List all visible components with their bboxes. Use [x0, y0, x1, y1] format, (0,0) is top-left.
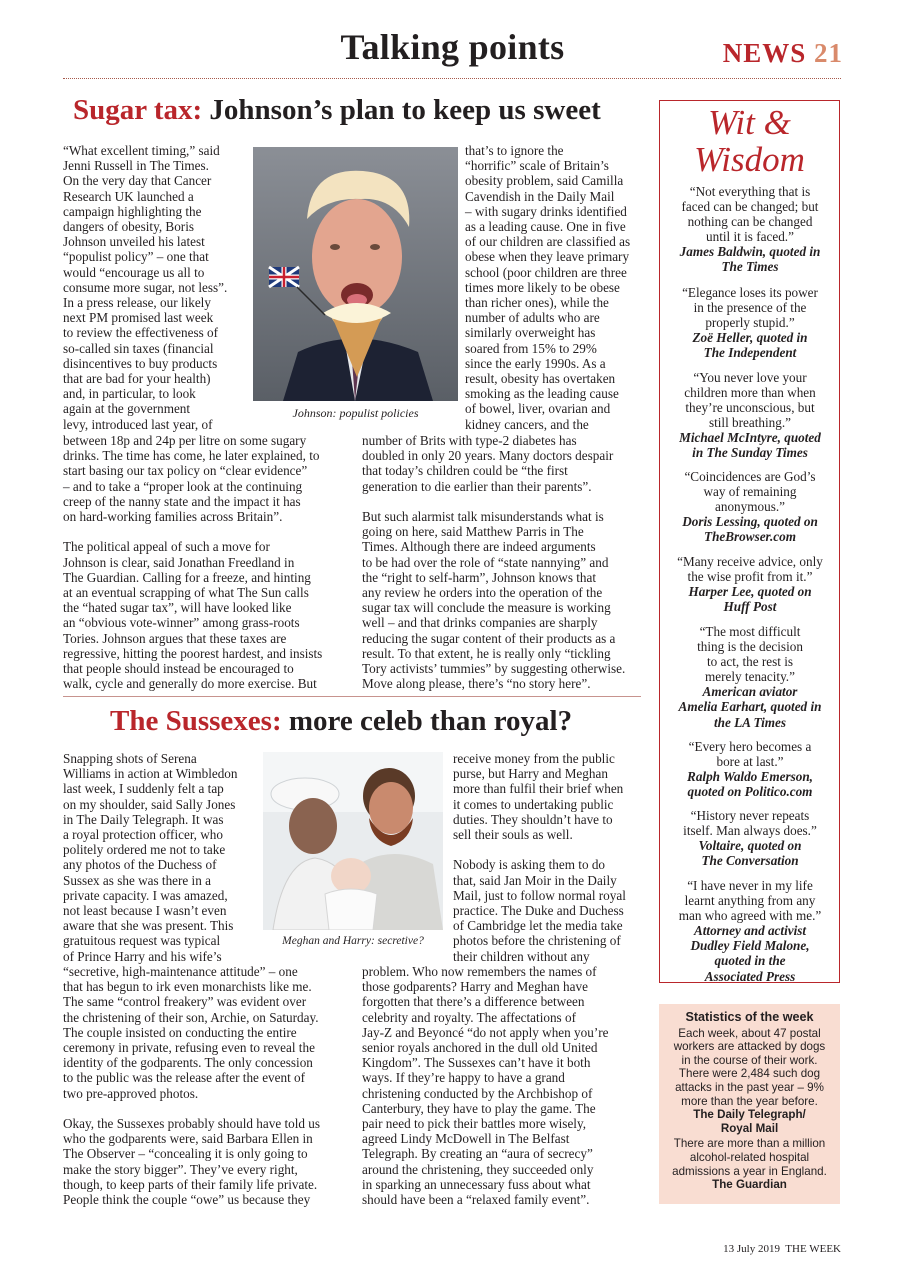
quote-attribution: Ralph Waldo Emerson, quoted on Politico.com — [687, 769, 813, 800]
article-body-col2-bottom: number of Brits with type-2 diabetes has doubled in only 20 years. Many doctors despair that today’s children could be “the first generation to die earlier than their parents”. But such alarmist talk misunderstands what is going on here, said Matthew Parris in The Times. Although there are indeed arguments to be had over the role of “state nannying” and the “right to self-harm”, Johnson knows that any review he orders into the operation of the sugar tax will conclude the measure is working well – and that drinks companies are sharply reducing the sugar content of their products as a result. To that extent, he is really only “tickling Tory activists’ tummies” by suggesting otherwise. Move along please, there’s “no story here”. — [362, 433, 626, 692]
headline-kicker: The Sussexes: — [110, 705, 282, 737]
article-body-col2-top: receive money from the public purse, but Harry and Meghan more than fulfil their brief when it comes to undertaking public duties. They shouldn’t have to sell their souls as well. Nobody is asking them to do that, said Jan Moir in the Daily Mail, just to follow normal royal practice. The Duke and Duchess of Cambridge let the media take photos before the christening of their children without any — [453, 751, 626, 964]
quote-text: “I have never in my life learnt anything from any man who agreed with me.” — [678, 878, 822, 924]
image-caption: Johnson: populist policies — [292, 406, 419, 420]
quote-attribution: Voltaire, quoted on The Conversation — [698, 838, 802, 869]
page-footer: 13 July 2019 THE WEEK — [723, 1243, 841, 1255]
wit-wisdom-title: Wit & Wisdom — [694, 103, 805, 179]
page-title: Talking points — [340, 27, 565, 67]
quote — [667, 370, 833, 461]
article-body-col1-bottom: between 18p and 24p per litre on some sugary drinks. The time has come, he later explained, to start basing our tax policy on “clear evidence” – and to take a “proper look at the continuing creep of the nanny state and the impact it has on hard-working families across Britain”. The political appeal of such a move for Johnson is clear, said Jonathan Freedland in The Guardian. Calling for a freeze, and hinting at an eventual scrapping of what The Sun calls the “hated sugar tax”, will have looked like an “obvious vote-winner” among grass-roots Tories. Johnson argues that these taxes are regressive, hitting the poorest hardest, and insists that people should instead be encouraged to walk, cycle and generally do more exercise. But — [63, 433, 323, 692]
statistics-title: Statistics of the week — [685, 1010, 814, 1024]
quote-text: “Many receive advice, only the wise profit from it.” — [677, 554, 823, 585]
article-headline — [110, 705, 572, 738]
quote-text: “You never love your children more than when they’re unconscious, but still breathing.” — [684, 370, 816, 431]
quote-text: “The most difficult thing is the decision to act, the rest is merely tenacity.” — [697, 624, 803, 685]
quote — [667, 878, 833, 984]
quote-text: “Elegance loses its power in the presence of the properly stupid.” — [682, 285, 818, 331]
article-headline — [73, 94, 601, 127]
quote-attribution: Zoë Heller, quoted in The Independent — [692, 330, 808, 361]
quote-attribution: Doris Lessing, quoted on TheBrowser.com — [682, 514, 818, 545]
image-caption: Meghan and Harry: secretive? — [282, 935, 424, 947]
quote-text: “Not everything that is faced can be changed; but nothing can be changed until it is faced.” — [681, 184, 819, 245]
quote — [667, 808, 833, 868]
article-divider — [63, 696, 641, 697]
quote-attribution: Harper Lee, quoted on Huff Post — [688, 584, 812, 615]
sussexes-photo — [263, 752, 443, 930]
article-body-col1-bottom: “secretive, high-maintenance attitude” – one that has begun to irk even monarchists like me. The same “control freakery” was evident over the christening of their son, Archie, on Saturday. The couple insisted on conducting the entire ceremony in private, refusing even to reveal the identity of the godparents. The only concession to the public was the release after the event of two pre-approved photos. Okay, the Sussexes probably should have told us who the godparents were, said Barbara Ellen in The Observer – “concealing it is only going to make the story bigger”. They’ve every right, though, to keep parts of their family life private. People think the couple “owe” us because they — [63, 964, 321, 1208]
statistic-text: There are more than a million alcohol-related hospital admissions a year in England. — [672, 1137, 827, 1178]
statistics-content — [665, 1011, 834, 1194]
article-body-col2-top: that’s to ignore the “horrific” scale of Britain’s obesity problem, said Camilla Cavendish in the Daily Mail – with sugary drinks identified as a leading cause. One in five of our children are classified as obese when they leave primary school (poor children are three times more likely to be obese than richer ones), while the number of adults who are similarly overweight has soared from 15% to 29% since the early 1990s. As a result, obesity has overtaken smoking as the leading cause of bowel, liver, ovarian and kidney cancers, and the — [465, 143, 631, 432]
article-body-col2-bottom: problem. Who now remembers the names of those godparents? Harry and Meghan have forgotten that there’s a difference between celebrity and royalty. The affectations of Jay-Z and Beyoncé “do not apply when you’re senior royals anchored in the dull old United Kingdom”. The Sussexes can’t have it both ways. If they’re happy to have a grand christening conducted by the Archbishop of Canterbury, they have to play the game. The pair need to pick their battles more wisely, agreed Lindy McDowell in The Belfast Telegraph. By creating an “aura of secrecy” around the christening, they succeeded only in sparking an unnecessary fuss about what should have been a “relaxed family event”. — [362, 964, 609, 1208]
quote — [667, 469, 833, 544]
quote — [667, 624, 833, 730]
page-number: 21 — [814, 38, 843, 68]
quote-text: “Coincidences are God’s way of remaining anonymous.” — [684, 469, 816, 515]
article-body-col1-top: Snapping shots of Serena Williams in action at Wimbledon last week, I suddenly felt a tap on my shoulder, said Sally Jones in The Daily Telegraph. It was a royal protection officer, who politely ordered me not to take any photos of the Duchess of Sussex as she was there in a private capacity. I was amazed, not least because I wasn’t even aware that she was present. This gratuitous request was typical of Prince Harry and his wife’s — [63, 751, 238, 964]
headline-kicker: Sugar tax: — [73, 94, 203, 126]
quote — [667, 184, 833, 275]
quote-text: “History never repeats itself. Man always does.” — [683, 808, 817, 839]
section-label — [723, 38, 843, 69]
article-body-col1-top: “What excellent timing,” said Jenni Russell in The Times. On the very day that Cancer Research UK launched a campaign highlighting the dangers of obesity, Boris Johnson unveiled his latest “populist policy” – one that would “encourage us all to consume more sugar, not less”. In a press release, our likely next PM promised last week to review the effectiveness of so-called sin taxes (financial disincentives to buy products that are bad for your health) and, in particular, to look again at the government levy, introduced last year, of — [63, 143, 228, 432]
section-name: NEWS — [722, 38, 807, 68]
quote-attribution: James Baldwin, quoted in The Times — [679, 244, 821, 275]
headline-text: more celeb than royal? — [281, 705, 573, 737]
quote — [667, 285, 833, 360]
quote — [667, 554, 833, 614]
quote-attribution: Attorney and activist Dudley Field Malone, quoted in the Associated Press — [690, 923, 810, 984]
quote-text: “Every hero becomes a bore at last.” — [688, 739, 812, 770]
header-divider — [63, 78, 841, 79]
statistic-source: The Daily Telegraph/ Royal Mail — [693, 1108, 806, 1135]
johnson-photo — [253, 147, 458, 401]
quote-attribution: American aviator Amelia Earhart, quoted in the LA Times — [678, 684, 822, 730]
headline-text: Johnson’s plan to keep us sweet — [202, 94, 601, 126]
statistic-source: The Guardian — [712, 1178, 787, 1192]
statistic-text: Each week, about 47 postal workers are attacked by dogs in the course of their work. There were 2,484 such dog attacks in the past year – 9% more than the year before. — [673, 1026, 826, 1108]
quote — [667, 739, 833, 799]
quote-attribution: Michael McIntyre, quoted in The Sunday Times — [679, 430, 821, 461]
